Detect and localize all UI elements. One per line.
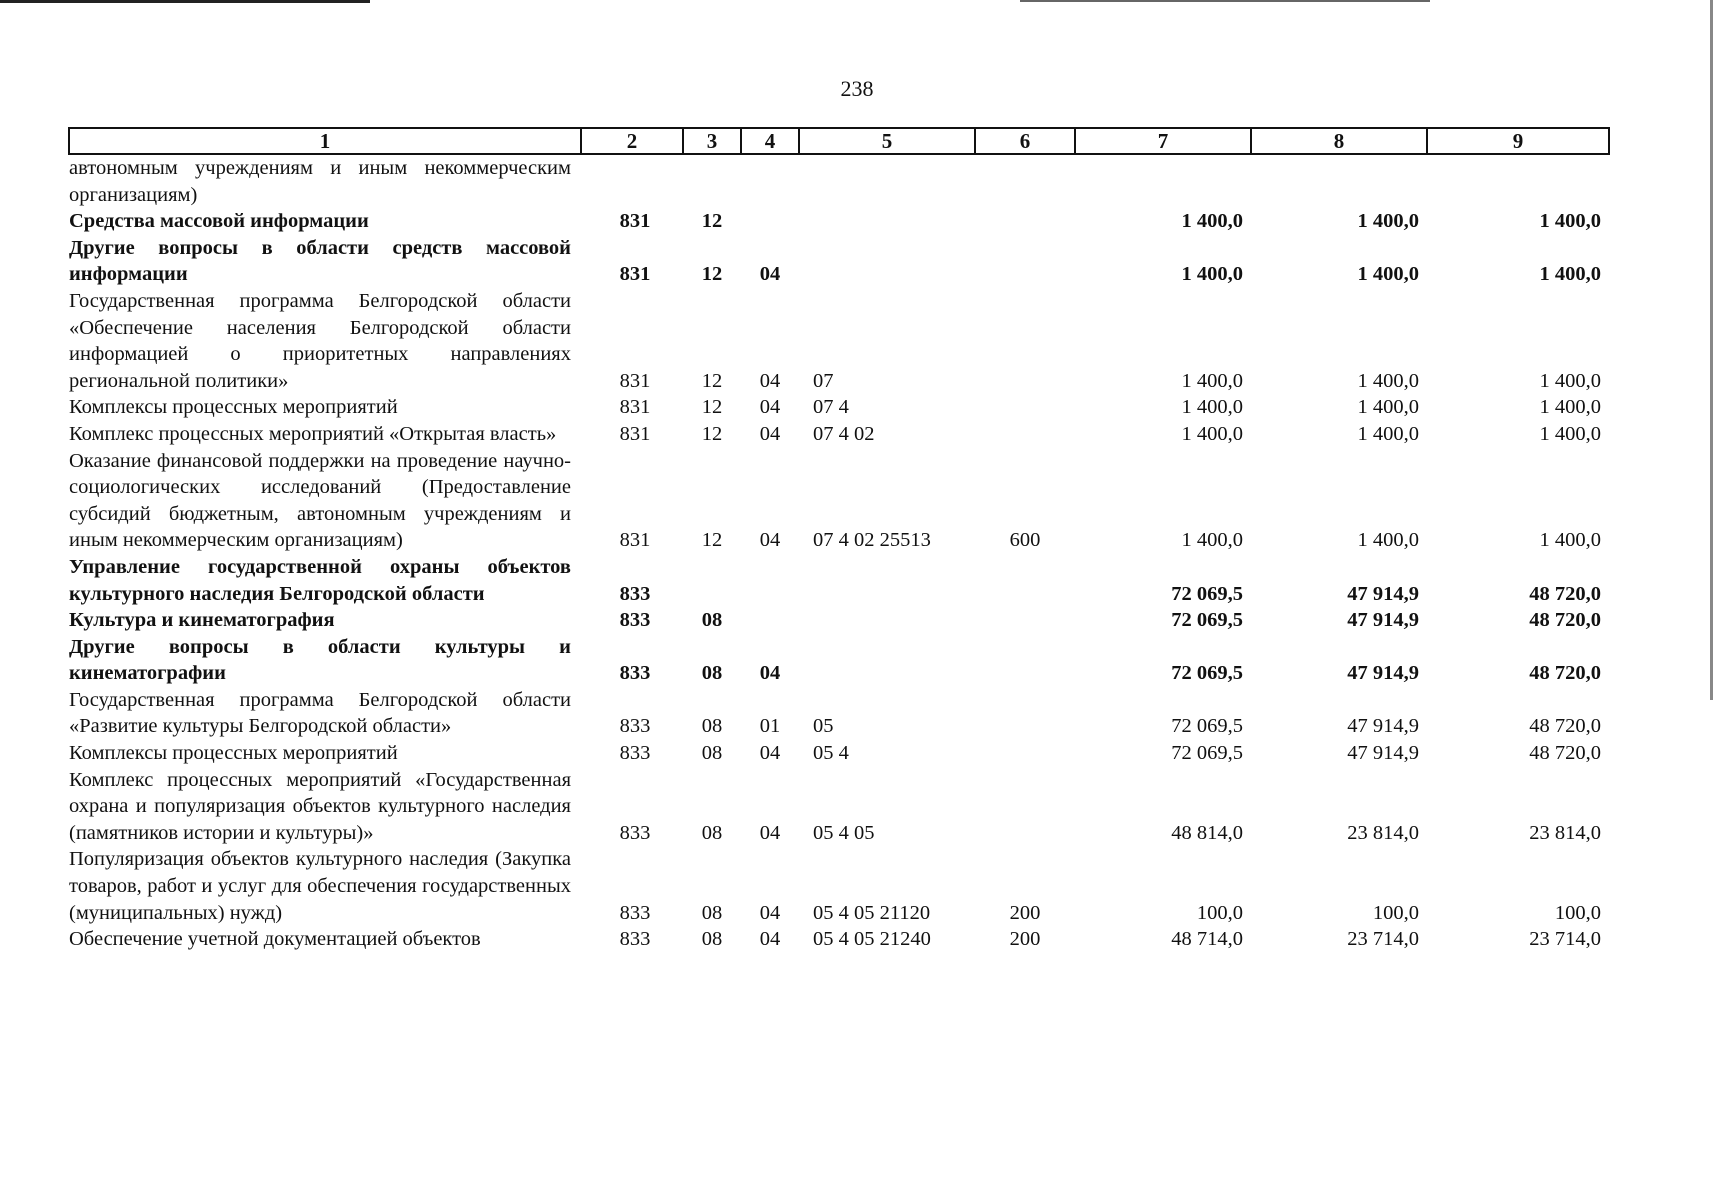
cell-subsection: 04 [759,369,781,392]
row-name: Оказание финансовой поддержки на проведение научно-социологических исследований (Предоставление субсидий бюджетным, автономным учреждениям и иным некоммерческим организациям) [69,449,571,552]
row-name: Государственная программа Белгородской области «Обеспечение населения Белгородской области информацией о приоритетных направлениях региональной политики» [69,289,571,392]
cell-expense-type: 600 [1009,529,1041,552]
cell-subsection: 04 [759,662,781,685]
table-row [69,846,1609,926]
table-header-row [69,128,1609,154]
cell-target-article [799,154,975,208]
cell-amount-year1: 1 400,0 [1181,210,1243,233]
cell-subsection [741,154,799,208]
column-header: 3 [683,128,741,154]
cell-admin-code: 833 [619,821,651,844]
cell-amount-year3: 48 720,0 [1529,609,1601,632]
row-name: Средства массовой информации [69,210,369,233]
cell-section: 08 [701,821,723,844]
table-row [69,235,1609,288]
cell-target-article: 05 4 05 21240 [813,928,931,951]
cell-amount-year3: 1 400,0 [1539,210,1601,233]
cell-target-article [799,554,975,607]
cell-target-article: 05 [813,715,834,738]
cell-section: 08 [701,742,723,765]
cell-amount-year1: 48 814,0 [1171,821,1243,844]
cell-target-article [799,607,975,634]
cell-amount-year3: 1 400,0 [1539,263,1601,286]
cell-expense-type [975,687,1075,740]
cell-amount-year2 [1251,154,1427,208]
column-header: 7 [1075,128,1251,154]
cell-amount-year1: 72 069,5 [1171,582,1243,605]
cell-amount-year3: 1 400,0 [1539,396,1601,419]
cell-amount-year3: 48 720,0 [1529,742,1601,765]
row-name: Культура и кинематография [69,609,335,632]
table-row [69,448,1609,554]
cell-amount-year2: 47 914,9 [1347,715,1419,738]
table-row [69,740,1609,767]
cell-target-article [799,634,975,687]
cell-subsection: 04 [759,821,781,844]
cell-amount-year3: 48 720,0 [1529,582,1601,605]
cell-expense-type [975,767,1075,847]
cell-section [683,554,741,607]
cell-expense-type [975,288,1075,394]
cell-expense-type [975,634,1075,687]
table-row [69,687,1609,740]
cell-amount-year3: 1 400,0 [1539,529,1601,552]
row-name: Управление государственной охраны объектов культурного наследия Белгородской области [69,555,571,605]
cell-amount-year2: 1 400,0 [1357,422,1419,445]
cell-subsection: 04 [759,901,781,924]
cell-admin-code: 833 [619,609,651,632]
cell-expense-type [975,208,1075,235]
cell-amount-year3: 1 400,0 [1539,422,1601,445]
cell-admin-code: 831 [619,369,651,392]
cell-admin-code: 831 [619,396,651,419]
cell-admin-code: 831 [619,422,651,445]
cell-admin-code: 833 [619,901,651,924]
cell-admin-code [581,154,683,208]
column-header: 9 [1427,128,1609,154]
cell-amount-year3: 1 400,0 [1539,369,1601,392]
cell-section: 12 [701,422,723,445]
cell-amount-year2: 23 814,0 [1347,821,1419,844]
scan-edge-line [1710,0,1713,700]
cell-amount-year3: 23 814,0 [1529,821,1601,844]
cell-amount-year1: 1 400,0 [1181,396,1243,419]
cell-section: 08 [701,609,723,632]
cell-expense-type [975,154,1075,208]
cell-section: 12 [701,210,723,233]
cell-section: 08 [701,715,723,738]
column-header: 2 [581,128,683,154]
cell-amount-year1: 72 069,5 [1171,662,1243,685]
row-name: Другие вопросы в области средств массовой информации [69,236,571,286]
cell-amount-year1: 72 069,5 [1171,742,1243,765]
row-name: Комплекс процессных мероприятий «Государственная охрана и популяризация объектов культурного наследия (памятников истории и культуры)» [69,768,571,844]
budget-table [68,127,1610,953]
cell-amount-year1: 72 069,5 [1171,715,1243,738]
cell-target-article: 07 4 [813,396,849,419]
cell-target-article: 07 4 02 25513 [813,529,931,552]
table-row [69,394,1609,421]
cell-amount-year3: 48 720,0 [1529,662,1601,685]
column-header: 1 [69,128,581,154]
cell-amount-year3: 23 714,0 [1529,928,1601,951]
page-number: 238 [840,76,874,101]
cell-expense-type [975,394,1075,421]
cell-subsection: 04 [759,263,781,286]
cell-target-article: 07 4 02 [813,422,875,445]
cell-expense-type: 200 [1009,928,1041,951]
cell-section: 08 [701,928,723,951]
table-row [69,607,1609,634]
cell-amount-year2: 47 914,9 [1347,662,1419,685]
cell-section: 12 [701,396,723,419]
table-row [69,926,1609,953]
cell-section: 08 [701,901,723,924]
cell-target-article: 05 4 05 21120 [813,901,931,924]
cell-expense-type [975,554,1075,607]
cell-amount-year1: 1 400,0 [1181,422,1243,445]
cell-subsection: 04 [759,396,781,419]
cell-target-article [799,208,975,235]
cell-amount-year2: 100,0 [1372,901,1419,924]
cell-section: 12 [701,263,723,286]
cell-amount-year2: 1 400,0 [1357,369,1419,392]
cell-subsection [741,208,799,235]
column-header: 5 [799,128,975,154]
cell-amount-year3: 100,0 [1554,901,1601,924]
cell-subsection [741,554,799,607]
cell-amount-year3: 48 720,0 [1529,715,1601,738]
row-name: Комплексы процессных мероприятий [69,742,398,765]
cell-admin-code: 833 [619,582,651,605]
cell-subsection: 01 [759,715,781,738]
cell-admin-code: 833 [619,662,651,685]
column-header: 6 [975,128,1075,154]
row-name: Другие вопросы в области культуры и кинематографии [69,635,571,685]
cell-subsection: 04 [759,928,781,951]
cell-expense-type [975,421,1075,448]
table-row [69,767,1609,847]
cell-amount-year2: 1 400,0 [1357,263,1419,286]
table-row [69,154,1609,208]
table-row [69,554,1609,607]
cell-amount-year2: 1 400,0 [1357,210,1419,233]
column-header: 4 [741,128,799,154]
cell-expense-type: 200 [1009,901,1041,924]
cell-amount-year1 [1075,154,1251,208]
cell-amount-year2: 47 914,9 [1347,609,1419,632]
cell-subsection: 04 [759,529,781,552]
cell-admin-code: 831 [619,210,651,233]
scan-edge-line [0,0,370,3]
cell-expense-type [975,235,1075,288]
cell-target-article: 05 4 [813,742,849,765]
cell-amount-year2: 1 400,0 [1357,396,1419,419]
cell-expense-type [975,607,1075,634]
column-header: 8 [1251,128,1427,154]
cell-target-article: 05 4 05 [813,821,875,844]
row-name: Комплекс процессных мероприятий «Открытая власть» [69,422,557,445]
table-body [69,154,1609,953]
scan-edge-line [1020,0,1430,2]
cell-section: 12 [701,529,723,552]
cell-section [683,154,741,208]
cell-amount-year1: 48 714,0 [1171,928,1243,951]
cell-amount-year3 [1427,154,1609,208]
cell-admin-code: 833 [619,928,651,951]
row-name: Обеспечение учетной документацией объектов [69,928,481,951]
cell-amount-year2: 1 400,0 [1357,529,1419,552]
row-name: автономным учреждениям и иным некоммерческим организациям) [69,157,571,206]
cell-amount-year1: 100,0 [1196,901,1243,924]
cell-amount-year2: 47 914,9 [1347,582,1419,605]
table-row [69,634,1609,687]
cell-admin-code: 831 [619,263,651,286]
cell-subsection: 04 [759,742,781,765]
cell-section: 12 [701,369,723,392]
cell-section: 08 [701,662,723,685]
cell-target-article: 07 [813,369,834,392]
cell-admin-code: 831 [619,529,651,552]
cell-amount-year2: 23 714,0 [1347,928,1419,951]
cell-amount-year1: 72 069,5 [1171,609,1243,632]
cell-subsection [741,607,799,634]
cell-subsection: 04 [759,422,781,445]
cell-admin-code: 833 [619,715,651,738]
cell-expense-type [975,740,1075,767]
row-name: Популяризация объектов культурного наследия (Закупка товаров, работ и услуг для обеспечения государственных (муниципальных) нужд) [69,848,571,924]
table-row [69,288,1609,394]
cell-amount-year1: 1 400,0 [1181,263,1243,286]
row-name: Государственная программа Белгородской области «Развитие культуры Белгородской области» [69,688,571,738]
row-name: Комплексы процессных мероприятий [69,396,398,419]
cell-admin-code: 833 [619,742,651,765]
cell-amount-year1: 1 400,0 [1181,529,1243,552]
cell-amount-year1: 1 400,0 [1181,369,1243,392]
table-row [69,208,1609,235]
table-row [69,421,1609,448]
cell-amount-year2: 47 914,9 [1347,742,1419,765]
cell-target-article [799,235,975,288]
